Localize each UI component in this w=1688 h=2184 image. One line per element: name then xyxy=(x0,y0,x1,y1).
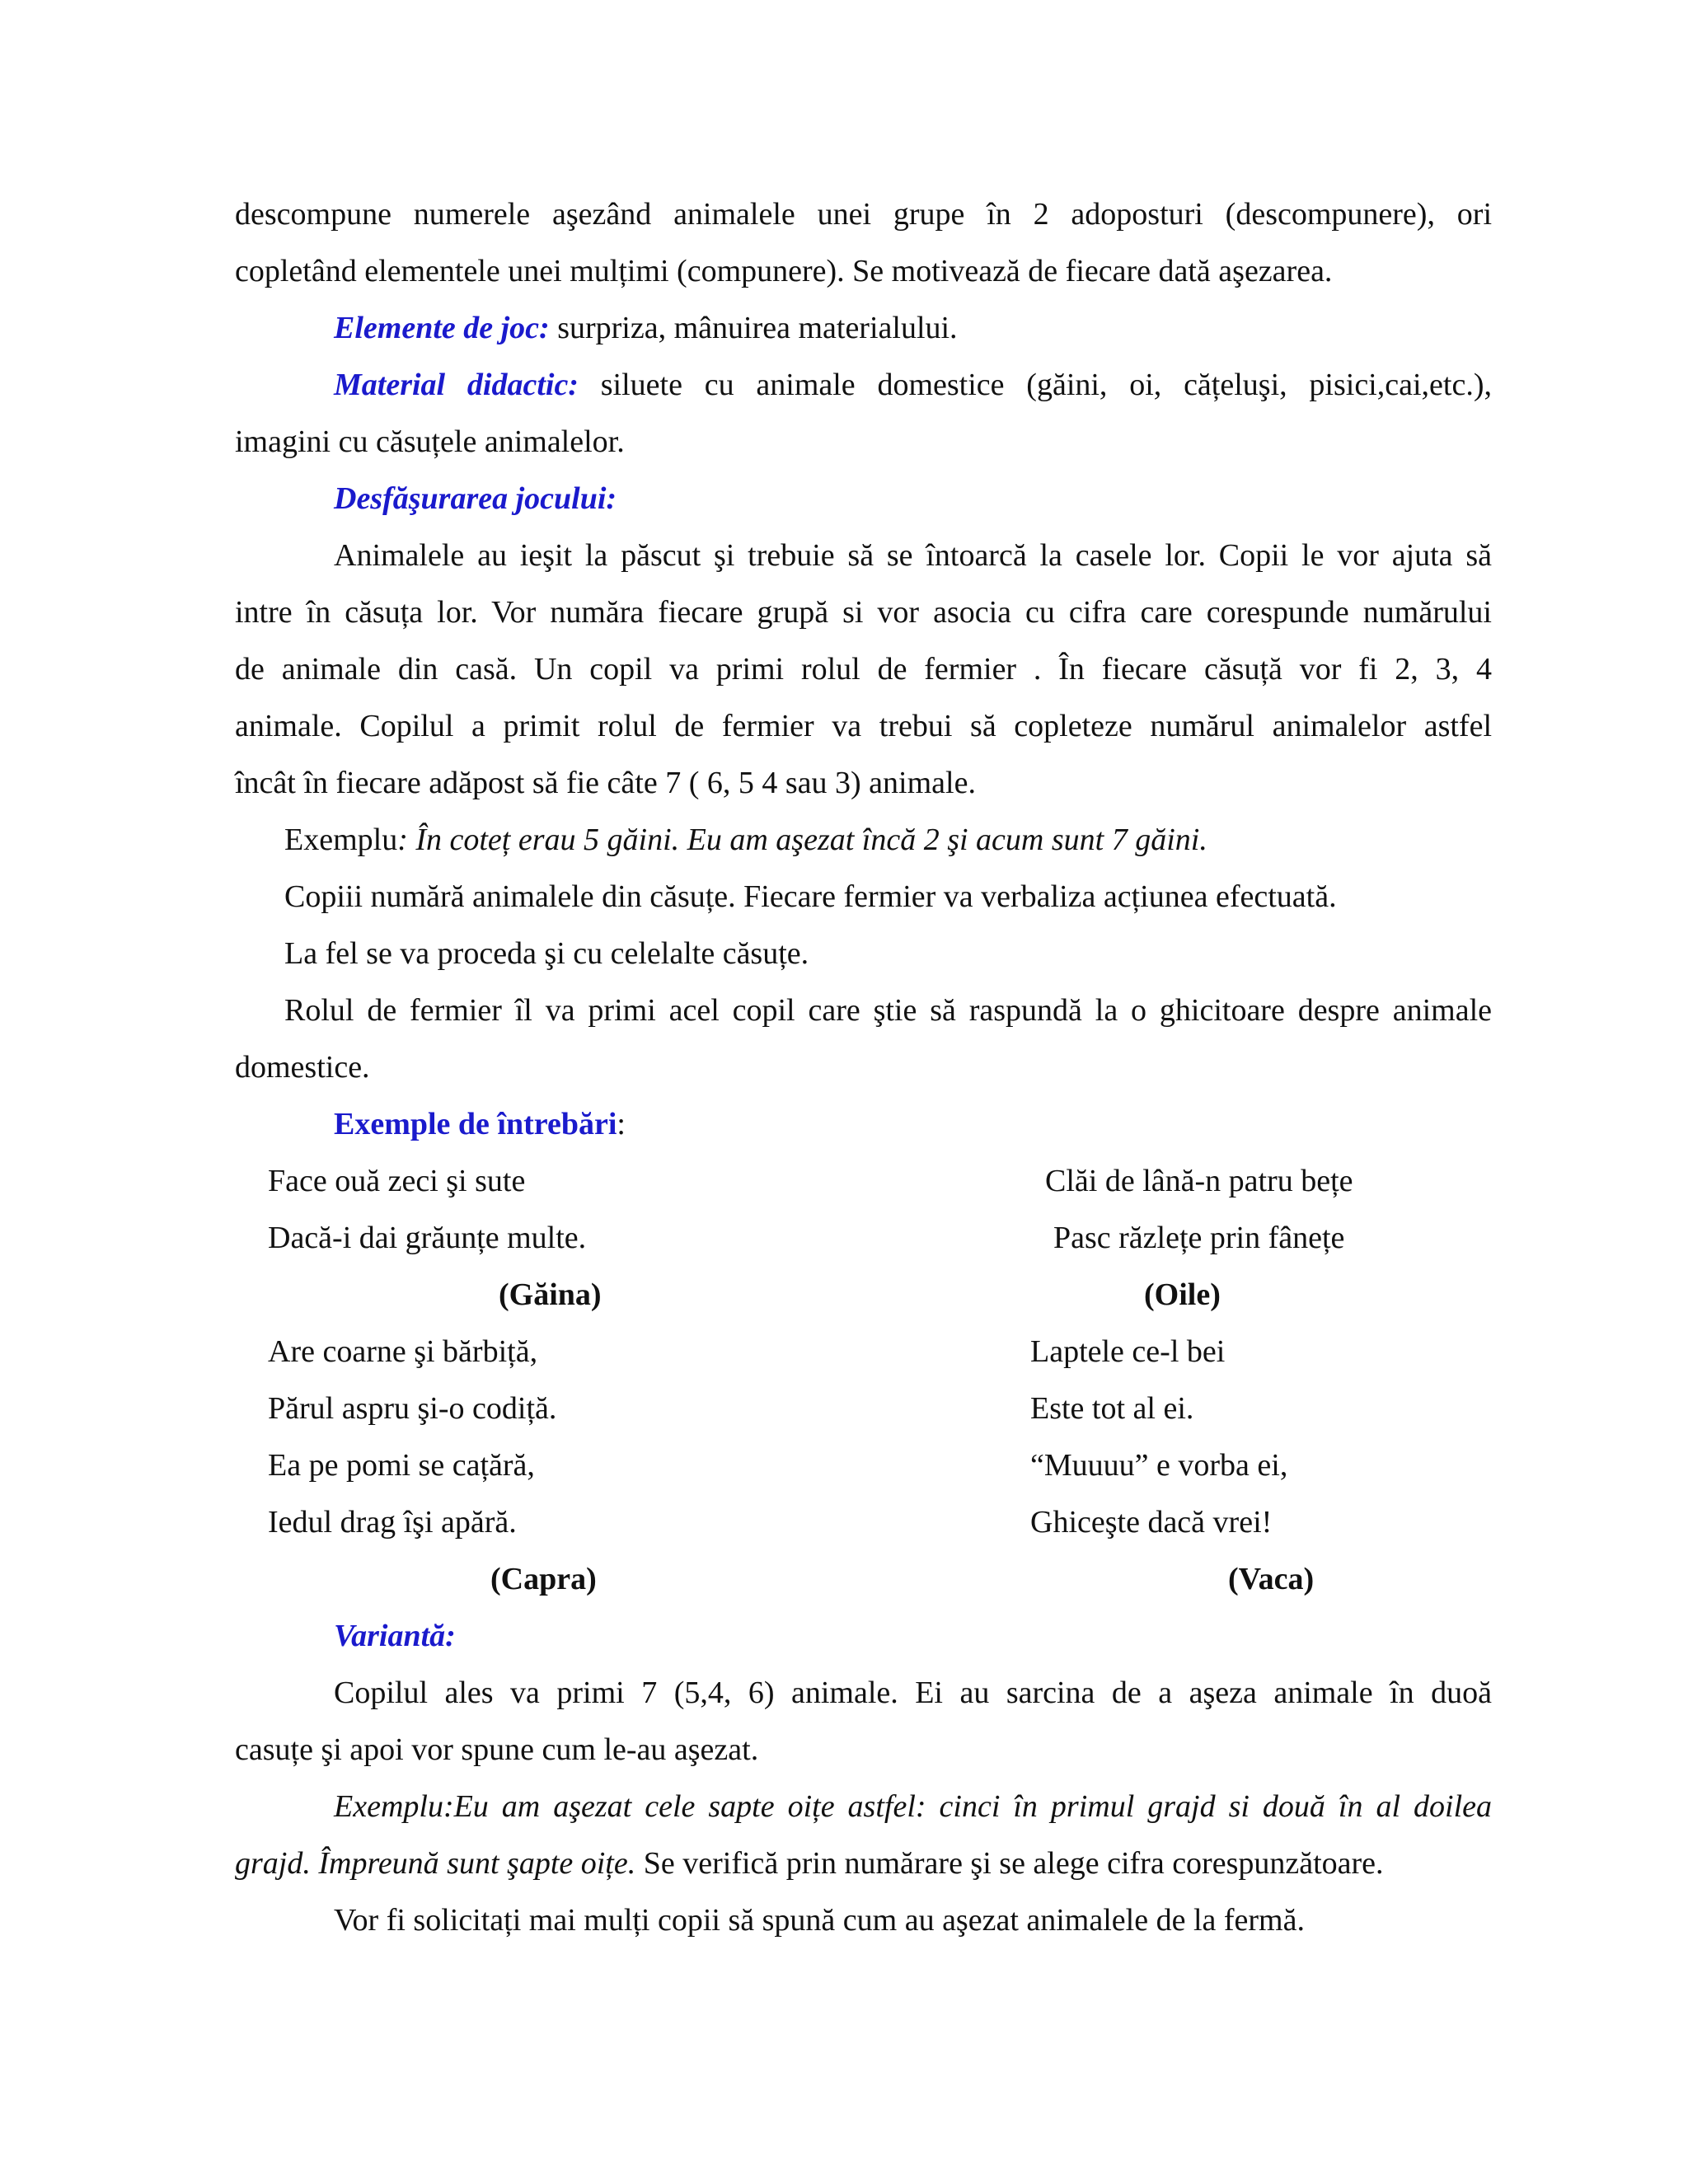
exemplu-2-italic: grajd. Împreună sunt şapte oițe. xyxy=(235,1846,636,1881)
riddle-capra-answer: (Capra) xyxy=(490,1562,597,1596)
riddle-capra-line-3: Ea pe pomi se cațără, xyxy=(268,1448,535,1483)
exemple-intrebari-colon: : xyxy=(617,1107,626,1141)
copiii-numara-line: Copiii numără animalele din căsuțe. Fiecare fermier va verbaliza acțiunea efectuată. xyxy=(284,879,1337,914)
riddle-vaca-answer: (Vaca) xyxy=(1228,1562,1315,1596)
exemplu-2-line-2 xyxy=(235,1845,1384,1882)
riddle-gaina-answer: (Găina) xyxy=(499,1277,602,1312)
exemplu-1-line xyxy=(284,822,1207,858)
elemente-joc-label: Elemente de joc: xyxy=(334,311,550,345)
riddle-capra-line-2: Părul aspru şi-o codiță. xyxy=(268,1391,557,1426)
desfasurare-line-2: intre în căsuța lor. Vor număra fiecare grupă si vor asocia cu cifra care corespunde numărului xyxy=(235,595,1492,630)
varianta-line-2: casuțe şi apoi vor spune cum le-au aşezat. xyxy=(235,1732,759,1767)
riddle-vaca-line-4: Ghiceşte dacă vrei! xyxy=(1030,1505,1273,1540)
riddle-vaca-line-2: Este tot al ei. xyxy=(1030,1391,1194,1426)
riddle-capra-line-1: Are coarne şi bărbiță, xyxy=(268,1334,538,1369)
desfasurare-line-4: animale. Copilul a primit rolul de fermier va trebui să copleteze numărul animalelor astfel xyxy=(235,709,1492,743)
riddle-capra-line-4: Iedul drag îşi apără. xyxy=(268,1505,517,1540)
riddle-vaca-line-1: Laptele ce-l bei xyxy=(1030,1334,1226,1369)
desfasurare-line-5: încât în fiecare adăpost să fie câte 7 ( 6, 5 4 sau 3) animale. xyxy=(235,766,976,800)
exemplu-2-rest: Se verifică prin numărare şi se alege cifra corespunzătoare. xyxy=(635,1846,1384,1881)
riddle-oile-answer: (Oile) xyxy=(1144,1277,1221,1312)
rolul-line-2: domestice. xyxy=(235,1050,370,1085)
varianta-line-1: Copilul ales va primi 7 (5,4, 6) animale. Ei au sarcina de a aşeza animale în duoă xyxy=(334,1675,1492,1710)
intro-line-1: descompune numerele aşezând animalele unei grupe în 2 adoposturi (descompunere), ori xyxy=(235,197,1492,232)
material-didactic-line-1 xyxy=(334,367,1492,403)
exemple-intrebari-label: Exemple de întrebări xyxy=(334,1107,617,1141)
desfasurare-heading: Desfăşurarea jocului: xyxy=(334,481,617,516)
exemplu-2-line-1: Exemplu:Eu am aşezat cele sapte oițe astfel: cinci în primul grajd si două în al doilea xyxy=(334,1789,1492,1824)
exemple-intrebari-line xyxy=(334,1106,626,1142)
la-fel-line: La fel se va proceda şi cu celelalte căsuțe. xyxy=(284,936,809,971)
riddle-oile-line-2: Pasc răzlețe prin fânețe xyxy=(1053,1221,1345,1255)
desfasurare-line-3: de animale din casă. Un copil va primi rolul de fermier . În fiecare căsuță vor fi 2, 3, 4 xyxy=(235,652,1492,687)
material-didactic-text: siluete cu animale domestice (găini, oi, cățeluşi, pisici,cai,etc.), xyxy=(578,368,1492,402)
riddle-vaca-line-3: “Muuuu” e vorba ei, xyxy=(1030,1448,1288,1483)
material-didactic-line-2: imagini cu căsuțele animalelor. xyxy=(235,424,625,459)
varianta-heading: Variantă: xyxy=(334,1619,456,1653)
elemente-joc-line xyxy=(334,310,958,346)
riddle-oile-line-1: Clăi de lână-n patru bețe xyxy=(1045,1164,1353,1198)
material-didactic-label: Material didactic: xyxy=(334,368,579,402)
exemplu-1-text: : În coteț erau 5 găini. Eu am aşezat încă 2 şi acum sunt 7 găini. xyxy=(397,823,1207,857)
riddle-gaina-line-2: Dacă-i dai grăunțe multe. xyxy=(268,1221,587,1255)
exemplu-1-prefix: Exemplu xyxy=(284,823,398,857)
final-line: Vor fi solicitați mai mulți copii să spună cum au aşezat animalele de la fermă. xyxy=(334,1903,1305,1938)
desfasurare-line-1: Animalele au ieşit la păscut şi trebuie să se întoarcă la casele lor. Copii le vor ajuta să xyxy=(334,538,1492,573)
intro-line-2: copletând elementele unei mulțimi (compunere). Se motivează de fiecare dată aşezarea. xyxy=(235,254,1333,288)
rolul-line-1: Rolul de fermier îl va primi acel copil care ştie să raspundă la o ghicitoare despre animale xyxy=(284,993,1492,1028)
riddle-gaina-line-1: Face ouă zeci şi sute xyxy=(268,1164,526,1198)
elemente-joc-text: surpriza, mânuirea materialului. xyxy=(549,311,958,345)
